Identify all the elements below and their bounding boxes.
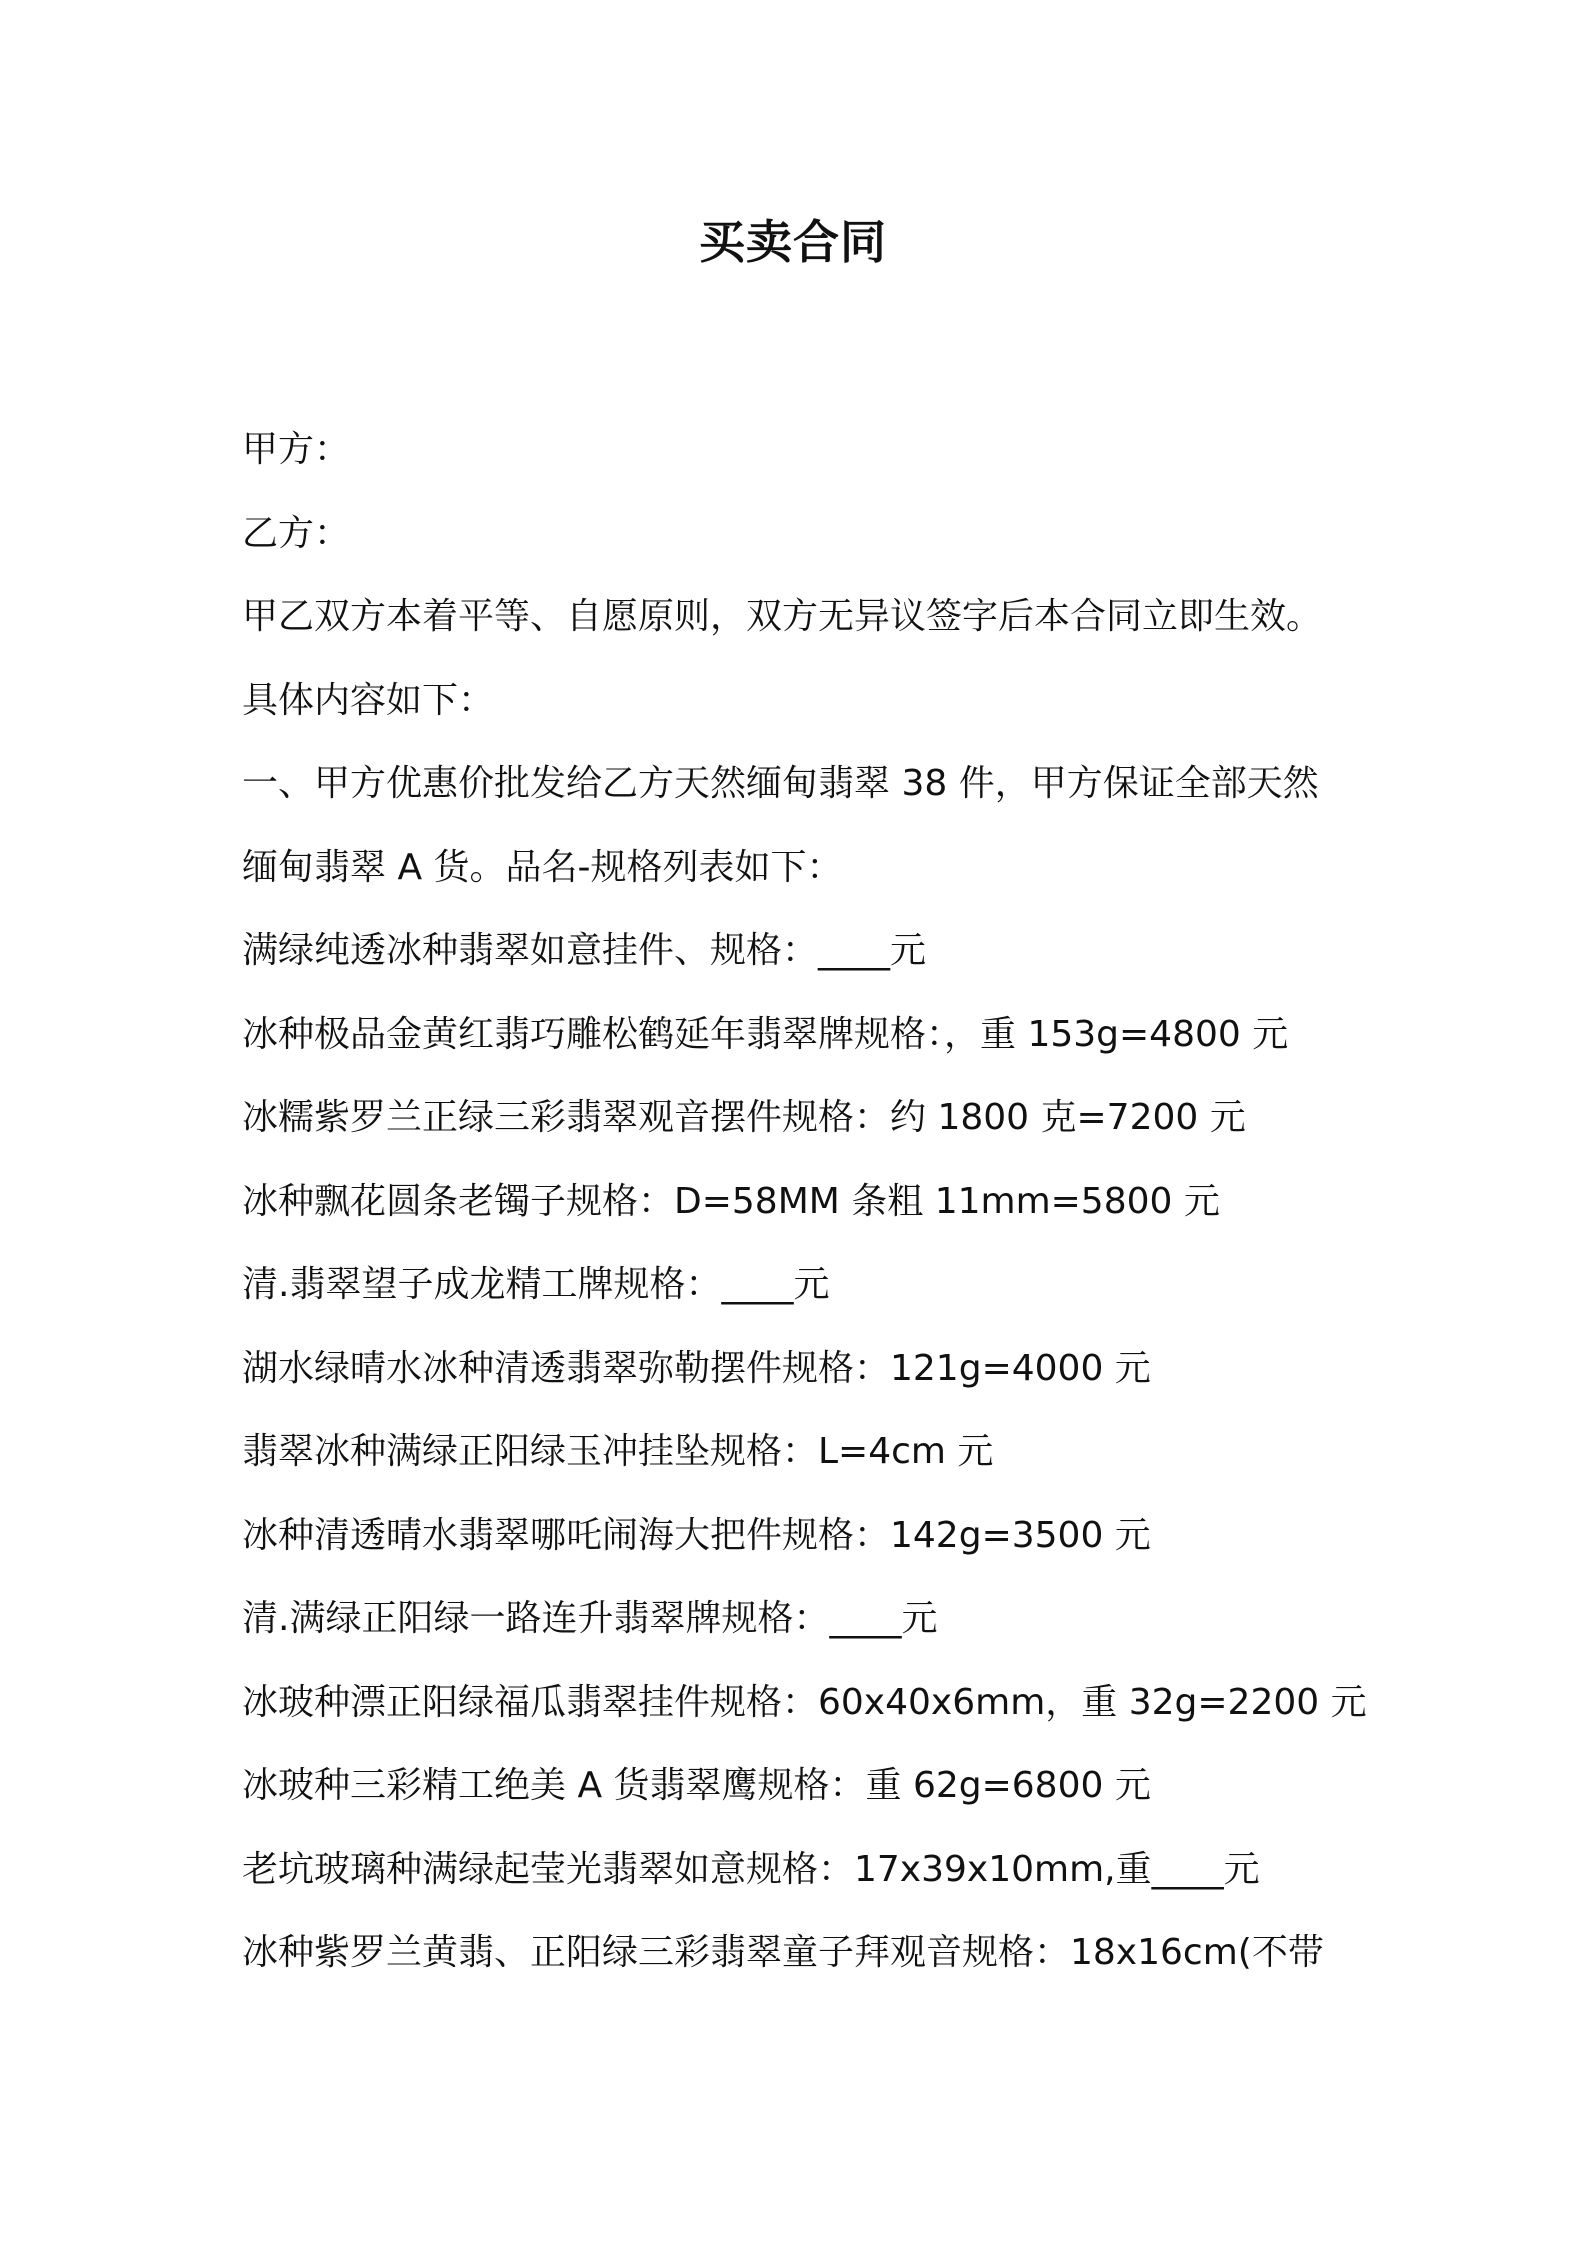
agreement-statement: 甲乙双方本着平等、自愿原则，双方无异议签字后本合同立即生效。 — [242, 596, 1323, 637]
item-line: 翡翠冰种满绿正阳绿玉冲挂坠规格：L=4cm 元 — [242, 1431, 994, 1472]
document-body — [242, 408, 1367, 1995]
party-b-label: 乙方： — [242, 512, 351, 554]
item-line: 清.满绿正阳绿一路连升翡翠牌规格：____元 — [242, 1598, 938, 1639]
item-line: 冰糯紫罗兰正绿三彩翡翠观音摆件规格：约 1800 克=7200 元 — [242, 1097, 1246, 1138]
item-line: 满绿纯透冰种翡翠如意挂件、规格：____元 — [242, 930, 927, 971]
clause-one-line-1: 一、甲方优惠价批发给乙方天然缅甸翡翠 38 件，甲方保证全部天然 — [242, 763, 1319, 804]
item-line: 清.翡翠望子成龙精工牌规格：____元 — [242, 1264, 830, 1305]
clause-one-line-2: 缅甸翡翠 A 货。品名-规格列表如下： — [242, 846, 843, 888]
party-a-label: 甲方： — [242, 429, 351, 470]
item-line: 冰玻种漂正阳绿福瓜翡翠挂件规格：60x40x6mm，重 32g=2200 元 — [242, 1681, 1367, 1723]
content-intro: 具体内容如下： — [242, 679, 495, 721]
item-line: 冰种清透晴水翡翠哪吒闹海大把件规格：142g=3500 元 — [242, 1514, 1151, 1556]
item-line: 湖水绿晴水冰种清透翡翠弥勒摆件规格：121g=4000 元 — [242, 1347, 1151, 1389]
item-line: 老坑玻璃种满绿起莹光翡翠如意规格：17x39x10mm,重____元 — [242, 1848, 1260, 1890]
item-line: 冰种飘花圆条老镯子规格：D=58MM 条粗 11mm=5800 元 — [242, 1180, 1220, 1222]
document-title: 买卖合同 — [699, 215, 887, 269]
item-line: 冰种紫罗兰黄翡、正阳绿三彩翡翠童子拜观音规格：18x16cm(不带 — [242, 1932, 1324, 1973]
item-line: 冰种极品金黄红翡巧雕松鹤延年翡翠牌规格：，重 153g=4800 元 — [242, 1013, 1289, 1055]
item-line: 冰玻种三彩精工绝美 A 货翡翠鹰规格：重 62g=6800 元 — [242, 1765, 1151, 1806]
